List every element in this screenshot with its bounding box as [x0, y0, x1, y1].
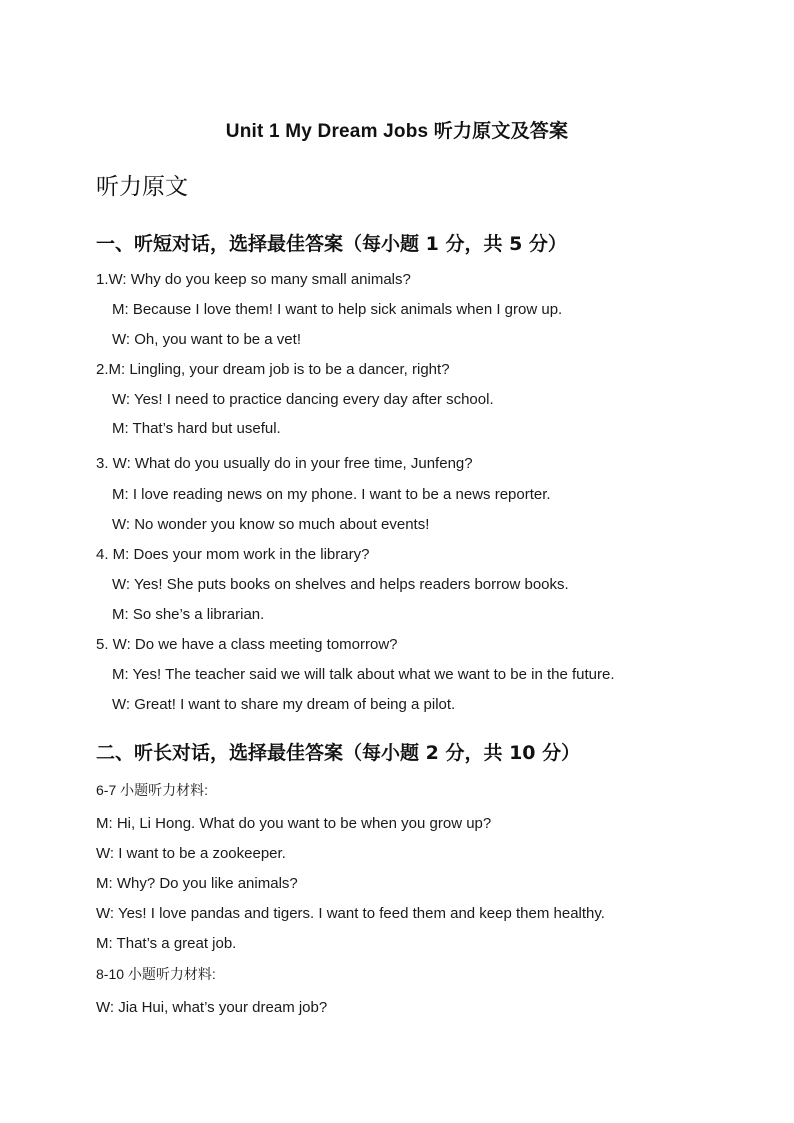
- dialogue-line: M: Yes! The teacher said we will talk about what we want to be in the future.: [112, 666, 615, 683]
- section-title-transcript: 听力原文: [96, 174, 188, 200]
- part2-heading: 二、听长对话，选择最佳答案（每小题 2 分，共 10 分）: [96, 742, 581, 764]
- dialogue-line: M: Hi, Li Hong. What do you want to be when you grow up?: [96, 815, 492, 832]
- dialogue-line: W: Great! I want to share my dream of being a pilot.: [112, 696, 456, 713]
- dialogue-line: 2.M: Lingling, your dream job is to be a dancer, right?: [96, 361, 450, 378]
- dialogue-line: M: Why? Do you like animals?: [96, 875, 298, 892]
- dialogue-line: M: So she’s a librarian.: [112, 606, 265, 623]
- dialogue-line: M: That’s a great job.: [96, 935, 237, 952]
- dialogue-line: W: Yes! I need to practice dancing every day after school.: [112, 391, 494, 408]
- dialogue-line: W: Jia Hui, what’s your dream job?: [96, 999, 328, 1016]
- dialogue-line: 1.W: Why do you keep so many small animals?: [96, 271, 411, 288]
- dialogue-line: W: Oh, you want to be a vet!: [112, 331, 301, 348]
- dialogue-line: W: No wonder you know so much about events!: [112, 516, 430, 533]
- dialogue-line: M: Because I love them! I want to help sick animals when I grow up.: [112, 301, 563, 318]
- dialogue-line: M: That’s hard but useful.: [112, 420, 281, 437]
- dialogue-line: 4. M: Does your mom work in the library?: [96, 546, 370, 563]
- dialogue-line: 3. W: What do you usually do in your free time, Junfeng?: [96, 455, 473, 472]
- part1-heading: 一、听短对话，选择最佳答案（每小题 1 分，共 5 分）: [96, 233, 567, 255]
- material-label-6-7: 6-7 小题听力材料:: [96, 782, 209, 798]
- dialogue-line: W: Yes! I love pandas and tigers. I want to feed them and keep them healthy.: [96, 905, 605, 922]
- page-title: Unit 1 My Dream Jobs 听力原文及答案: [225, 121, 569, 142]
- dialogue-line: M: I love reading news on my phone. I want to be a news reporter.: [112, 486, 551, 503]
- dialogue-line: 5. W: Do we have a class meeting tomorrow?: [96, 636, 398, 653]
- dialogue-line: W: I want to be a zookeeper.: [96, 845, 286, 862]
- material-label-8-10: 8-10 小题听力材料:: [96, 966, 216, 982]
- dialogue-line: W: Yes! She puts books on shelves and helps readers borrow books.: [112, 576, 569, 593]
